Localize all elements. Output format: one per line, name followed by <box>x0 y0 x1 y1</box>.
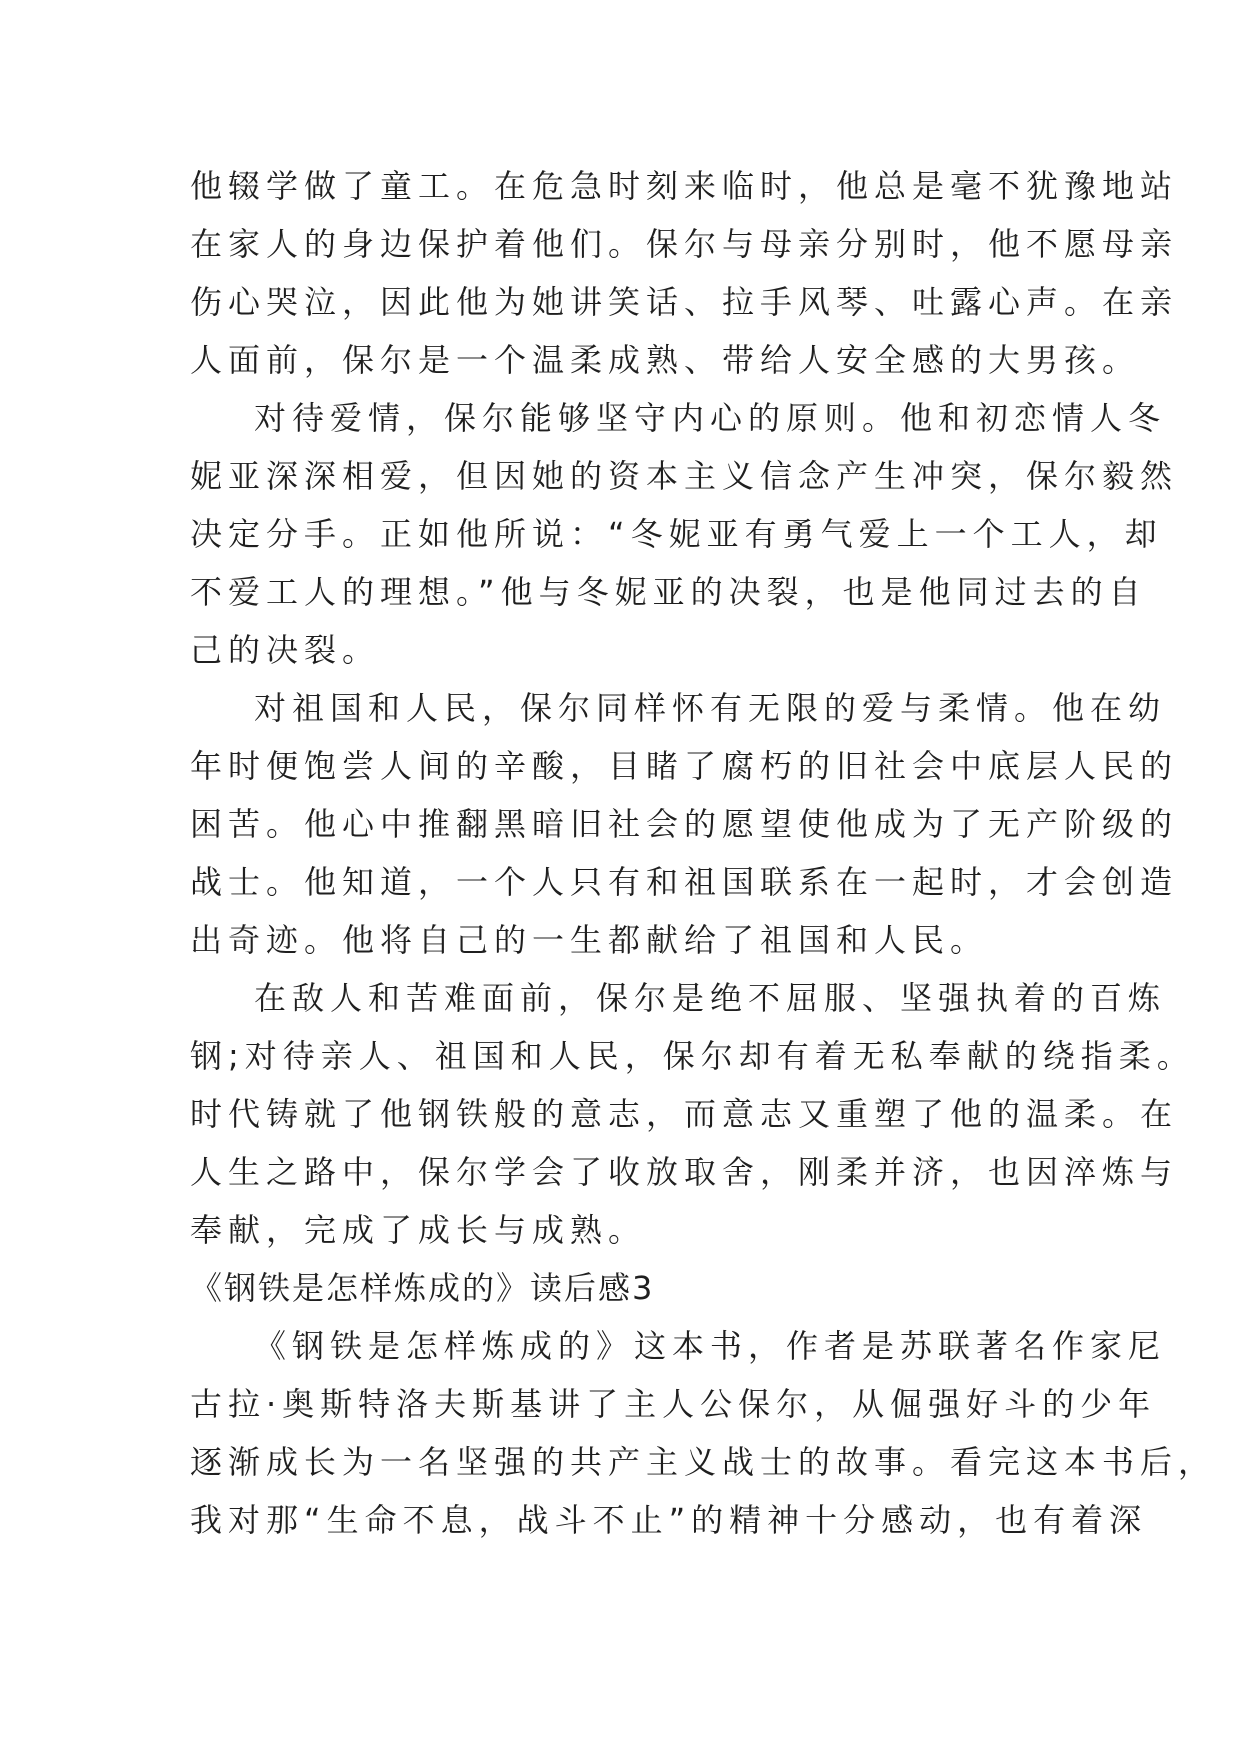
text-line: 钢;对待亲人、祖国和人民，保尔却有着无私奉献的绕指柔。 <box>190 1037 1195 1075</box>
text-line: 在敌人和苦难面前，保尔是绝不屈服、坚强执着的百炼 <box>254 979 1167 1017</box>
text-line: 年时便饱尝人间的辛酸，目睹了腐朽的旧社会中底层人民的 <box>190 747 1179 785</box>
text-line: 人面前，保尔是一个温柔成熟、带给人安全感的大男孩。 <box>190 341 1141 379</box>
text-line: 对待爱情，保尔能够坚守内心的原则。他和初恋情人冬 <box>254 399 1167 437</box>
text-line: 困苦。他心中推翻黑暗旧社会的愿望使他成为了无产阶级的 <box>190 805 1179 843</box>
text-line: 战士。他知道，一个人只有和祖国联系在一起时，才会创造 <box>190 863 1179 901</box>
text-line: 逐渐成长为一名坚强的共产主义战士的故事。看完这本书后， <box>190 1443 1217 1481</box>
text-line: 他辍学做了童工。在危急时刻来临时，他总是毫不犹豫地站 <box>190 167 1179 205</box>
text-line: 妮亚深深相爱，但因她的资本主义信念产生冲突，保尔毅然 <box>190 457 1179 495</box>
section-heading: 《钢铁是怎样炼成的》读后感3 <box>190 1269 655 1307</box>
text-line: 人生之路中，保尔学会了收放取舍，刚柔并济，也因淬炼与 <box>190 1153 1179 1191</box>
text-line: 己的决裂。 <box>190 631 381 669</box>
text-line: 伤心哭泣，因此他为她讲笑话、拉手风琴、吐露心声。在亲 <box>190 283 1179 321</box>
text-line: 时代铸就了他钢铁般的意志，而意志又重塑了他的温柔。在 <box>190 1095 1179 1133</box>
text-line: 出奇迹。他将自己的一生都献给了祖国和人民。 <box>190 921 989 959</box>
text-line: 《钢铁是怎样炼成的》这本书，作者是苏联著名作家尼 <box>254 1327 1167 1365</box>
text-line: 在家人的身边保护着他们。保尔与母亲分别时，他不愿母亲 <box>190 225 1179 263</box>
text-line: 古拉·奥斯特洛夫斯基讲了主人公保尔，从倔强好斗的少年 <box>190 1385 1157 1423</box>
text-line: 不爱工人的理想。”他与冬妮亚的决裂，也是他同过去的自 <box>190 573 1147 611</box>
text-line: 奉献，完成了成长与成熟。 <box>190 1211 647 1249</box>
text-line: 对祖国和人民，保尔同样怀有无限的爱与柔情。他在幼 <box>254 689 1167 727</box>
text-line: 我对那“生命不息，战斗不止”的精神十分感动，也有着深 <box>190 1501 1148 1539</box>
text-line: 决定分手。正如他所说：“冬妮亚有勇气爱上一个工人，却 <box>190 515 1163 553</box>
